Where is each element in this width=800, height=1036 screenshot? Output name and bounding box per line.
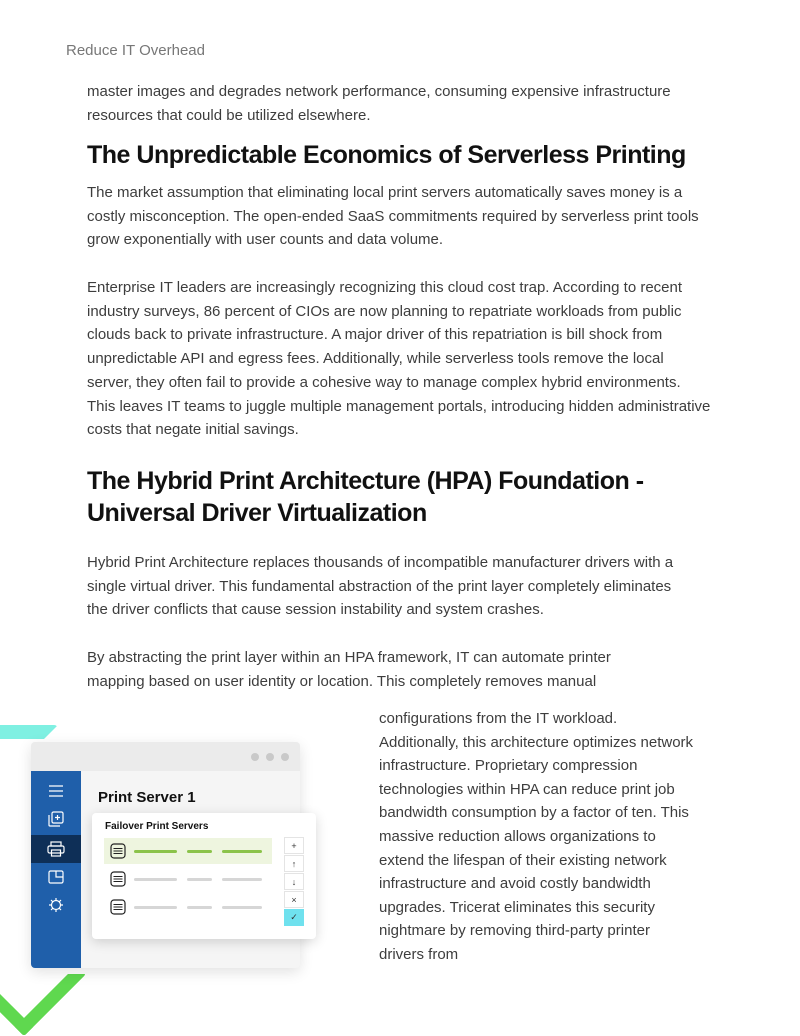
server-icon bbox=[110, 871, 126, 887]
economics-section-heading bbox=[87, 139, 712, 171]
arrow-down-icon[interactable]: ↓ bbox=[284, 873, 304, 890]
window-title: Print Server 1 bbox=[98, 789, 196, 806]
hpa-paragraph-1-text: Hybrid Print Architecture replaces thousands of incompatible manufacturer drivers with a single virtual driver. This fundamental abstraction of the print layer completely eliminates the driver conflicts that cause session instability and system crashes. bbox=[87, 554, 674, 619]
lead-paragraph bbox=[87, 80, 712, 127]
economics-paragraph-1 bbox=[87, 181, 712, 252]
add-document-icon bbox=[46, 809, 66, 829]
status-bar bbox=[187, 878, 212, 881]
window-dot-icon bbox=[281, 753, 289, 761]
window-titlebar bbox=[31, 742, 300, 771]
status-bar bbox=[187, 906, 212, 909]
status-bar bbox=[134, 906, 177, 909]
menu-icon bbox=[46, 781, 66, 801]
hpa-paragraph-2-text: By abstracting the print layer within an HPA framework, IT can automate printer mapping based on user identity or location. This completely removes manual bbox=[87, 649, 611, 690]
status-bar bbox=[222, 850, 262, 853]
status-bar bbox=[134, 878, 177, 881]
hpa-paragraph-2-continued bbox=[379, 707, 694, 967]
server-row[interactable] bbox=[104, 866, 272, 892]
plus-icon[interactable]: + bbox=[284, 837, 304, 854]
tablet-icon bbox=[46, 867, 66, 887]
server-icon bbox=[110, 843, 126, 859]
server-icon bbox=[110, 899, 126, 915]
hpa-paragraph-2-continued-text: configurations from the IT workload. Additionally, this architecture optimizes network infrastructure. Proprietary compression technologies within HPA can reduce print job bandwidth consumption by a factor of ten. This massive reduction allows organizations to extend the lifespan of their existing network infrastructure and avoid costly bandwidth upgrades. Tricerat eliminates this security nightmare by removing third-party printer drivers from bbox=[379, 710, 694, 963]
check-icon[interactable]: ✓ bbox=[284, 909, 304, 926]
status-bar bbox=[222, 878, 262, 881]
economics-paragraph-2-text: Enterprise IT leaders are increasingly recognizing this cloud cost trap. According to recent industry surveys, 86 percent of CIOs are now planning to repatriate workloads from public clouds back to private infrastructure. A major driver of this repatriation is bill shock from unpredictable API and egress fees. Additionally, while serverless tools remove the local server, they often fail to provide a cohesive way to manage complex hybrid environments. This leaves IT teams to juggle multiple management portals, introducing hidden administrative costs that negate initial savings. bbox=[87, 279, 711, 439]
hpa-heading: The Hybrid Print Architecture (HPA) Foundation - Universal Driver Virtualization bbox=[87, 467, 644, 527]
status-bar bbox=[134, 850, 177, 853]
failover-servers-card bbox=[92, 813, 316, 939]
server-row[interactable] bbox=[104, 894, 272, 920]
gear-icon bbox=[46, 895, 66, 915]
window-dot-icon bbox=[251, 753, 259, 761]
card-title: Failover Print Servers bbox=[105, 821, 209, 832]
printer-icon bbox=[46, 839, 66, 859]
hpa-paragraph-1 bbox=[87, 551, 687, 622]
status-bar bbox=[222, 906, 262, 909]
hpa-paragraph-2 bbox=[87, 646, 647, 693]
print-server-illustration bbox=[0, 725, 360, 1015]
close-icon[interactable]: × bbox=[284, 891, 304, 908]
lead-paragraph-text: master images and degrades network performance, consuming expensive infrastructure resources that could be utilized elsewhere. bbox=[87, 83, 671, 124]
economics-paragraph-2 bbox=[87, 276, 712, 442]
app-sidebar bbox=[31, 771, 81, 968]
arrow-up-icon[interactable]: ↑ bbox=[284, 855, 304, 872]
status-bar bbox=[187, 850, 212, 853]
economics-heading: The Unpredictable Economics of Serverless Printing bbox=[87, 141, 686, 169]
running-header: Reduce IT Overhead bbox=[66, 42, 205, 59]
window-dot-icon bbox=[266, 753, 274, 761]
economics-paragraph-1-text: The market assumption that eliminating local print servers automatically saves money is a costly misconception. The open-ended SaaS commitments required by serverless print tools grow exponentially with user counts and data volume. bbox=[87, 184, 699, 249]
hpa-section-heading bbox=[87, 465, 687, 529]
server-row-selected[interactable] bbox=[104, 838, 272, 864]
